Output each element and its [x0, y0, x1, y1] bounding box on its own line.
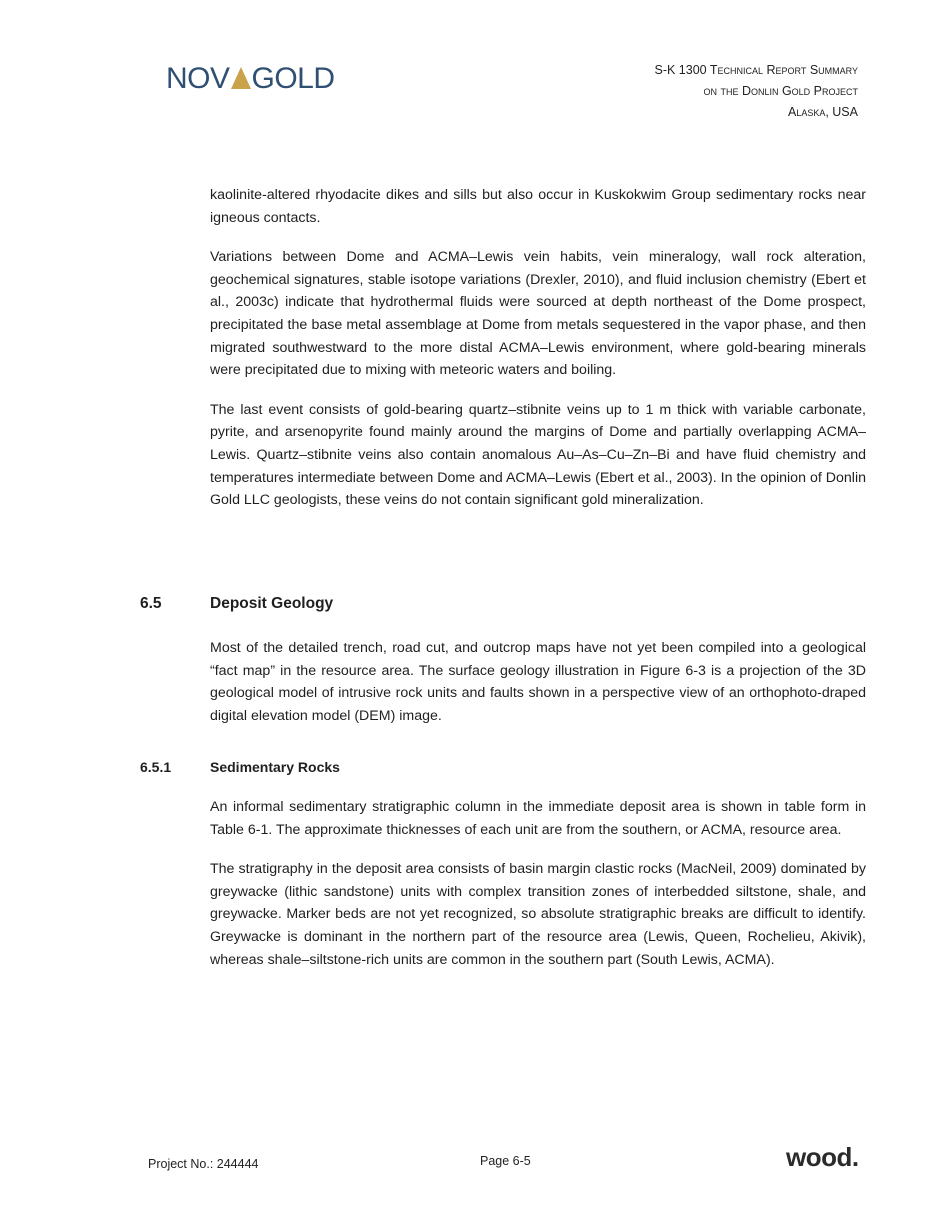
logo-text-left: NOV	[166, 62, 230, 95]
section-6-5-heading	[140, 595, 333, 613]
wood-logo: wood.	[786, 1142, 859, 1172]
report-title-line2: on the Donlin Gold Project	[703, 84, 858, 98]
section-number: 6.5	[140, 595, 162, 612]
subsection-title: Sedimentary Rocks	[210, 759, 340, 775]
subsection-number: 6.5.1	[140, 759, 172, 775]
paragraph-2: Variations between Dome and ACMA–Lewis vein habits, vein mineralogy, wall rock alteration, geochemical signatures, stable isotope variations (Drexler, 2010), and fluid inclusion chemistry (Ebert et al., 2003c) indicate that hydrothermal fluids were sourced at depth northeast of the Dome prospect, precipitated the base metal assemblage at Dome from metals sequestered in the vapor phase, and then migrated southwestward to the more distal ACMA–Lewis environment, where gold-bearing minerals were precipitated due to mixing with meteoric waters and boiling.	[210, 249, 866, 379]
section-title: Deposit Geology	[210, 595, 334, 612]
report-header	[655, 60, 859, 123]
paragraph-4: Most of the detailed trench, road cut, and outcrop maps have not yet been compiled into a geological “fact map” in the resource area. The surface geology illustration in Figure 6-3 is a projection of the 3D geological model of intrusive rock units and faults shown in a perspective view of an orthophoto-draped digital elevation model (DEM) image.	[210, 640, 866, 724]
novagold-logo	[166, 64, 335, 94]
project-number: Project No.: 244444	[148, 1157, 259, 1171]
logo-text-right: GOLD	[251, 62, 335, 95]
paragraph-6: The stratigraphy in the deposit area consists of basin margin clastic rocks (MacNeil, 2009) dominated by greywacke (lithic sandstone) units with complex transition zones of interbedded siltstone, shale, and greywacke. Marker beds are not yet recognized, so absolute stratigraphic breaks are difficult to identify. Greywacke is dominant in the northern part of the resource area (Lewis, Queen, Rochelieu, Akivik), whereas shale–siltstone-rich units are common in the southern part (South Lewis, ACMA).	[210, 861, 866, 968]
logo-triangle-icon	[231, 67, 251, 89]
section-6-5-1-heading	[140, 759, 340, 775]
body-top	[210, 184, 866, 529]
body-middle	[210, 637, 866, 744]
page-number: Page 6-5	[480, 1154, 531, 1168]
paragraph-3: The last event consists of gold-bearing quartz–stibnite veins up to 1 m thick with variable carbonate, pyrite, and arsenopyrite found mainly around the margins of Dome and partially overlapping ACMA–Lewis. Quartz–stibnite veins also contain anomalous Au–As–Cu–Zn–Bi and have fluid chemistry and temperatures intermediate between Dome and ACMA–Lewis (Ebert et al., 2003). In the opinion of Donlin Gold LLC geologists, these veins do not contain significant gold mineralization.	[210, 401, 866, 509]
report-title-line3: Alaska, USA	[787, 105, 858, 119]
paragraph-1: kaolinite-altered rhyodacite dikes and sills but also occur in Kuskokwim Group sedimentary rocks near igneous contacts.	[210, 187, 866, 226]
report-title-line1: S-K 1300 Technical Report Summary	[654, 63, 858, 77]
paragraph-5: An informal sedimentary stratigraphic column in the immediate deposit area is shown in table form in Table 6-1. The approximate thicknesses of each unit are from the southern, or ACMA, resource area.	[210, 799, 866, 838]
body-bottom	[210, 796, 866, 988]
